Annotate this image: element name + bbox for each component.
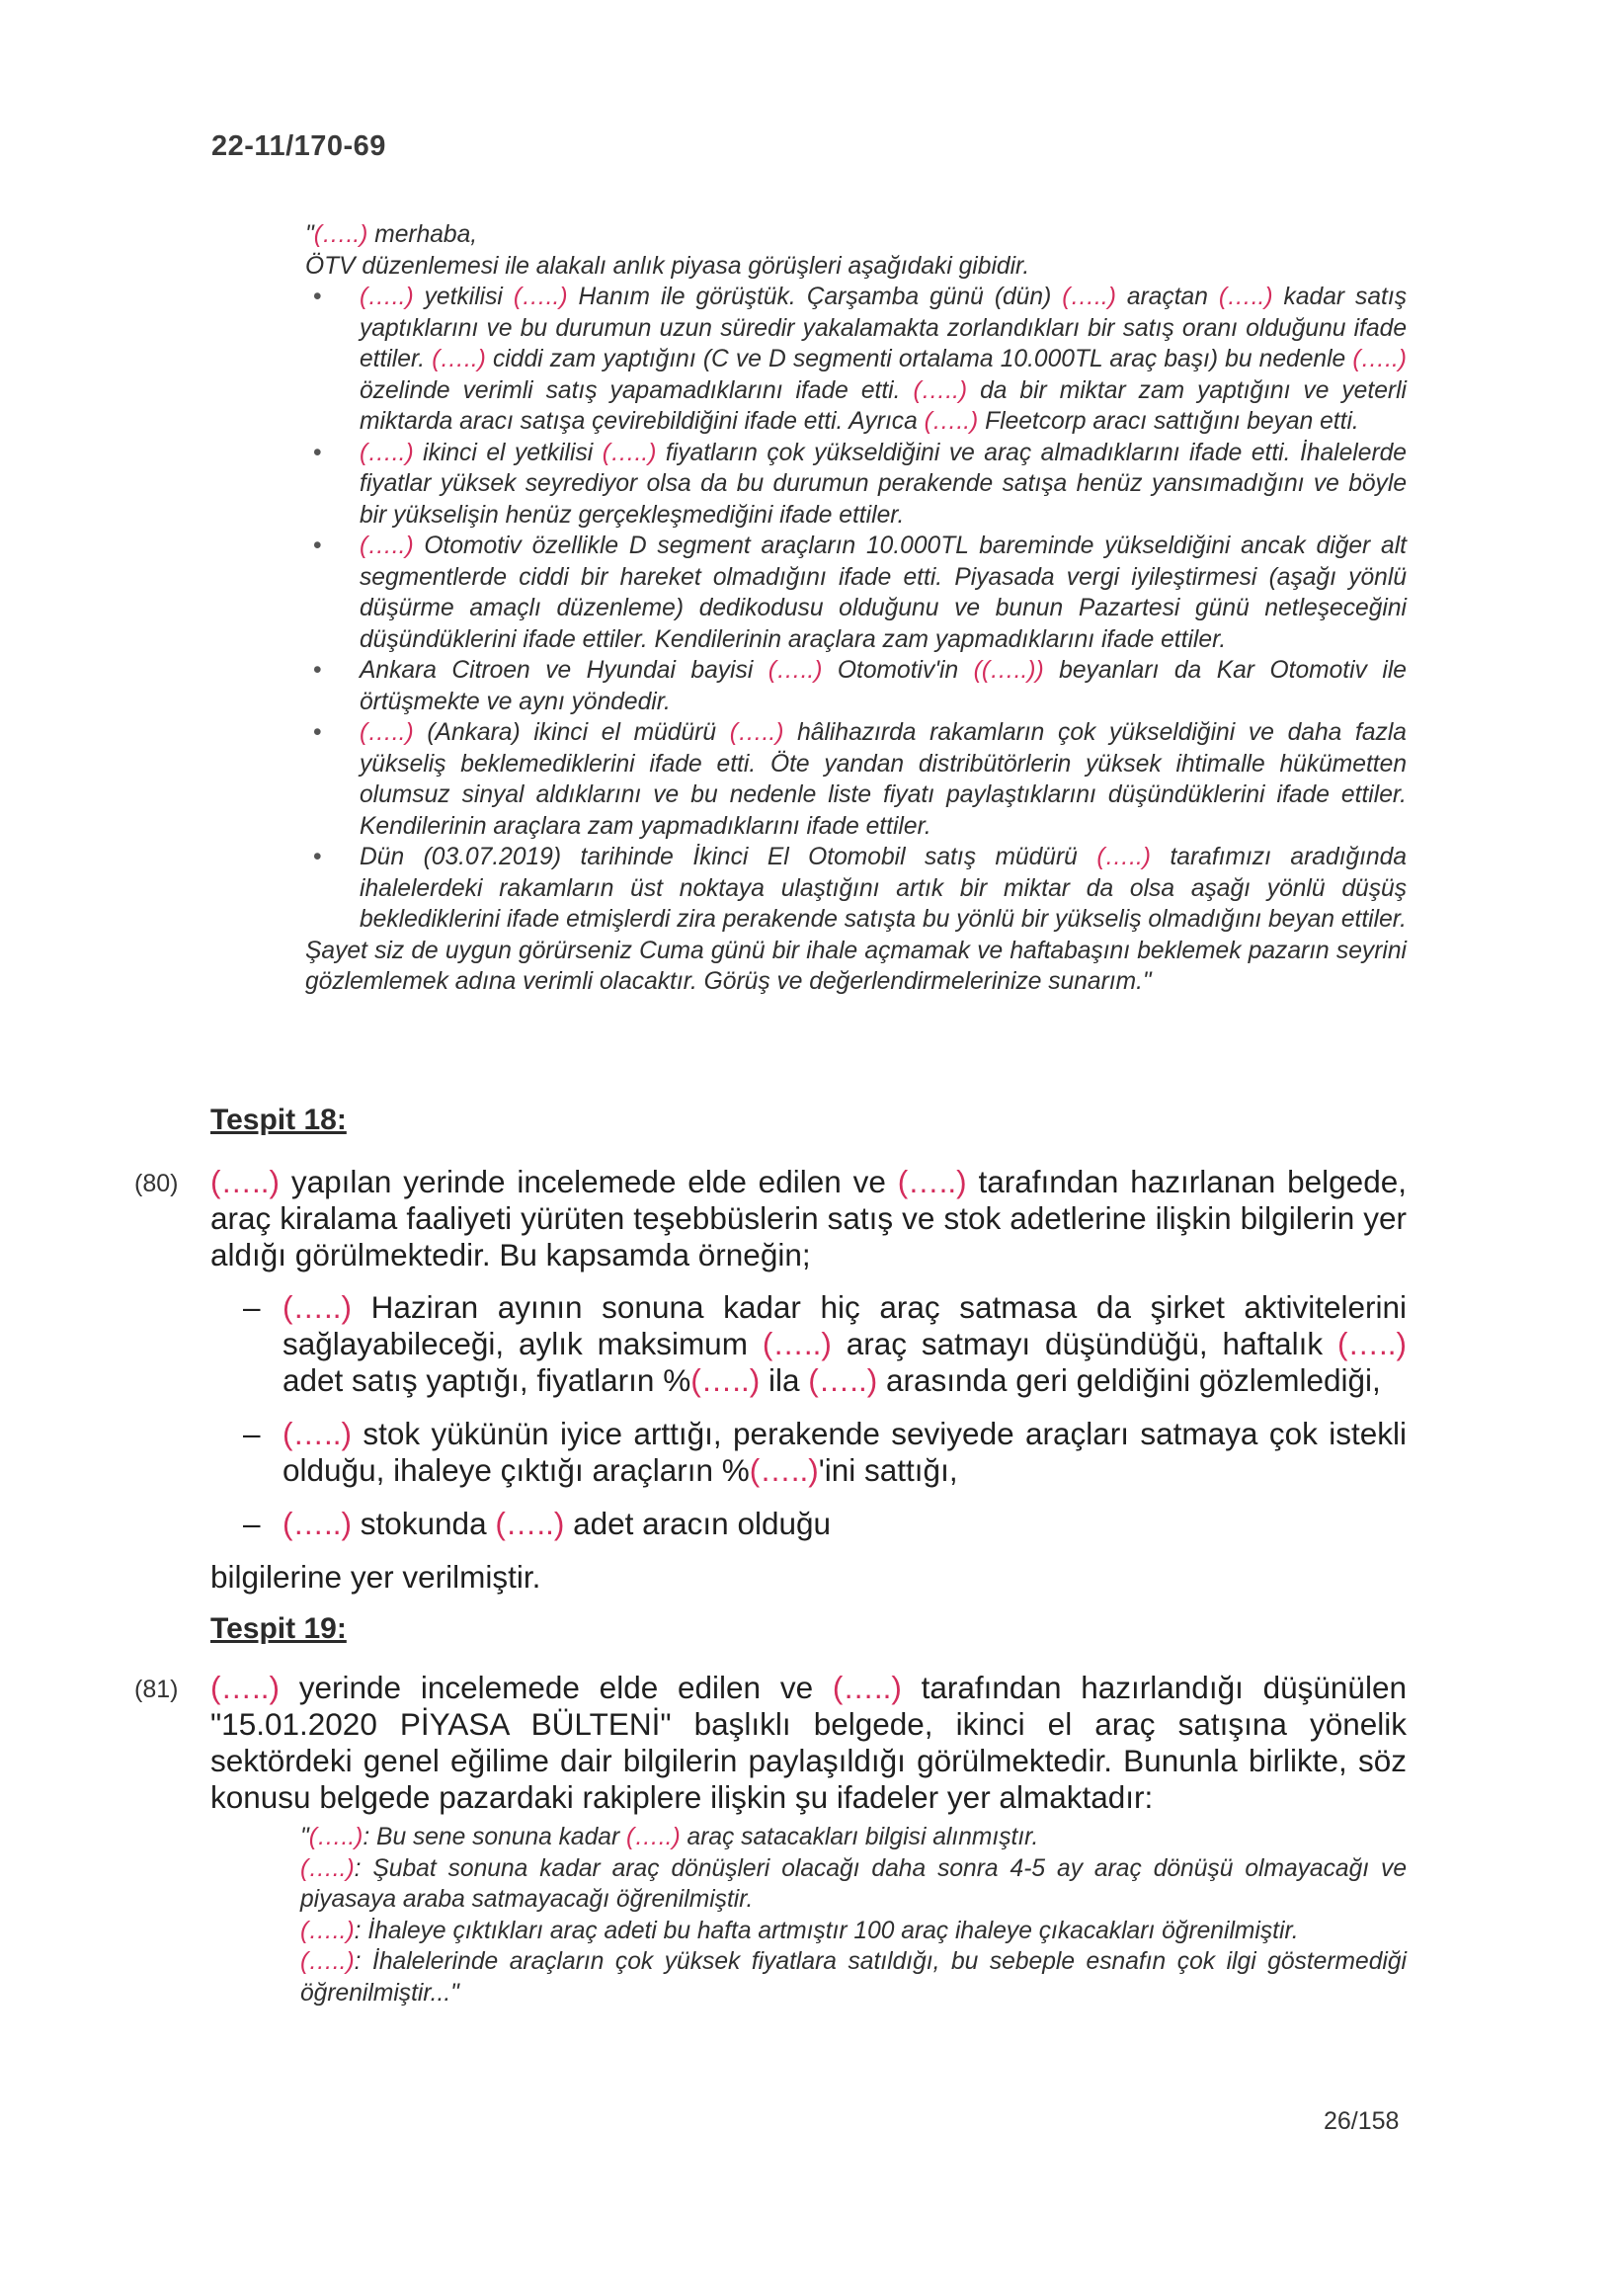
text-run: : İhaleye çıktıkları araç adeti bu hafta artmıştır 100 araç ihaleye çıkacakları öğrenilmiştir. (354, 1917, 1299, 1944)
list-item (305, 438, 1407, 532)
dash-item-text (283, 1416, 1407, 1489)
dash-item-text (283, 1506, 1407, 1542)
redacted-marker: (…..) (210, 1670, 280, 1705)
text-run: tarafından hazırlanan belgede, araç kiralama faaliyeti yürüten teşebbüslerin satış ve stok adetlerine ilişkin bilgilerin yer aldığı görülmektedir. Bu kapsamda örneğin; (210, 1164, 1407, 1272)
section-heading-tespit-18: Tespit 18: (210, 1104, 347, 1136)
text-run: araçtan (1115, 284, 1219, 310)
redacted-marker: (…..) (308, 1824, 364, 1850)
redacted-marker: (…..) (210, 1164, 280, 1199)
paragraph-number-80: (80) (134, 1170, 179, 1197)
redacted-marker: (…..) (360, 719, 414, 746)
text-run: beyanları da Kar Otomotiv ile örtüşmekte ve aynı yöndedir. (360, 657, 1407, 715)
text-run: stok yükünün iyice arttığı, perakende seviyede araçları satmaya çok istekli olduğu, ihaleye çıktığı araçların % (283, 1416, 1407, 1488)
quoted-email (305, 219, 1407, 998)
text-run: yapılan yerinde incelemede elde edilen ve (279, 1164, 898, 1199)
text-run: araç satmayı düşündüğü, haftalık (831, 1326, 1338, 1361)
paragraph-number-81: (81) (134, 1676, 179, 1703)
redacted-marker: (…..) (360, 439, 414, 466)
redacted-marker: (…..) (626, 1824, 681, 1850)
redacted-marker: (…..) (1337, 1326, 1407, 1361)
text-run: kadar satış yaptıklarını ve bu durumun uzun süredir yakalamakta zorlandıkları bir satış oranı olduğunu ifade ettiler. (360, 284, 1407, 372)
redacted-marker: (…..) (360, 284, 414, 310)
redacted-marker: (…..) (495, 1506, 565, 1541)
redacted-marker: (…..) (832, 1670, 902, 1705)
quoted-bulletin (300, 1822, 1407, 2009)
redacted-marker: (…..) (1352, 346, 1407, 372)
redacted-marker: (…..) (1218, 284, 1273, 310)
text-run: Otomotiv'in (822, 657, 974, 684)
text-run: ila (760, 1362, 809, 1398)
list-item (305, 842, 1407, 936)
redacted-marker: (…..) (1062, 284, 1116, 310)
dash-marker: – (243, 1289, 261, 1325)
text-run: fiyatların çok yükseldiğini ve araç almadıklarını ifade etti. İhalelerde fiyatlar yüksek seyrediyor olsa da bu durumun perakende satışa henüz yansımadığını ve böyle bir yükselişin henüz gerçekleşmediğini ifade ettiler. (360, 439, 1407, 529)
quote-opening (305, 219, 1407, 251)
bulletin-line (300, 1946, 1407, 2009)
text-run: tarafımızı aradığında ihalelerdeki rakamların üst noktaya ulaştığını artık bir miktar da olsa aşağı yönlü düşüş beklediklerini ifade etmişlerdi zira perakende satışta bu yönlü bir yükseliş olmadığını beyan ettiler. (360, 844, 1408, 933)
text-run: araç satacakları bilgisi alınmıştır. (680, 1824, 1039, 1850)
redacted-marker: (…..) (300, 1917, 355, 1944)
section-heading-tespit-19: Tespit 19: (210, 1612, 347, 1645)
redacted-marker: ((…..)) (973, 657, 1044, 684)
quote-closing: Şayet siz de uygun görürseniz Cuma günü bir ihale açmamak ve haftabaşını beklemek pazarın seyrini gözlemlemek adına verimli olacaktır. Görüş ve değerlendirmelerinize sunarım." (305, 937, 1407, 995)
list-item (305, 282, 1407, 438)
redacted-marker: (…..) (1096, 844, 1151, 870)
text-run: : Bu sene sonuna kadar (363, 1824, 626, 1850)
paragraph-80-closing: bilgilerine yer verilmiştir. (210, 1559, 541, 1595)
redacted-marker: (…..) (313, 221, 368, 248)
dash-item (243, 1289, 1407, 1399)
text-run: merhaba, (367, 221, 478, 248)
quote-bullet-list (305, 282, 1407, 936)
text-run: yerinde incelemede elde edilen ve (279, 1670, 833, 1705)
redacted-marker: (…..) (768, 657, 823, 684)
text-run: : İhalelerinde araçların çok yüksek fiyatlara satıldığı, bu sebeple esnafın çok ilgi göstermediği öğrenilmiştir..." (300, 1948, 1407, 2007)
text-run: " (305, 221, 314, 248)
redacted-marker: (…..) (283, 1416, 352, 1451)
list-item (305, 717, 1407, 842)
redacted-marker: (…..) (300, 1948, 355, 1975)
dash-item-text (283, 1289, 1407, 1399)
redacted-marker: (…..) (432, 346, 486, 372)
redacted-marker: (…..) (897, 1164, 967, 1199)
page-number: 26/158 (1324, 2107, 1400, 2135)
text-run: adet satış yaptığı, fiyatların % (283, 1362, 691, 1398)
text-run: Fleetcorp aracı sattığını beyan etti. (978, 408, 1359, 435)
redacted-marker: (…..) (749, 1452, 819, 1488)
redacted-marker: (…..) (513, 284, 568, 310)
dash-marker: – (243, 1416, 261, 1451)
text-run: " (300, 1824, 309, 1850)
redacted-marker: (…..) (762, 1326, 832, 1361)
bulletin-line (300, 1916, 1407, 1947)
text-run: Dün (03.07.2019) tarihinde İkinci El Otomobil satış müdürü (360, 844, 1097, 870)
quote-intro: ÖTV düzenlemesi ile alakalı anlık piyasa görüşleri aşağıdaki gibidir. (305, 252, 1030, 280)
text-run: (Ankara) ikinci el müdürü (413, 719, 730, 746)
redacted-marker: (…..) (360, 533, 414, 559)
text-run: tarafından hazırlandığı düşünülen "15.01.2020 PİYASA BÜLTENİ" başlıklı belgede, ikinci el araç satışına yönelik sektördeki genel eğilime dair bilgilerin paylaşıldığı görülmektedir. Bununla birlikte, söz konusu belgede pazardaki rakiplere ilişkin şu ifadeler yer almaktadır: (210, 1670, 1407, 1815)
text-run: özelinde verimli satış yapamadıklarını ifade etti. (360, 376, 914, 404)
bulletin-line (300, 1822, 1407, 1853)
paragraph-81 (210, 1670, 1407, 1816)
bulletin-line (300, 1853, 1407, 1916)
text-run: da bir miktar zam yaptığını ve yeterli miktarda aracı satışa çevirebildiğini ifade etti. Ayrıca (360, 376, 1407, 435)
list-item (305, 655, 1407, 717)
text-run: yetkilisi (413, 284, 514, 310)
text-run: Otomotiv özellikle D segment araçların 10.000TL bareminde yükseldiğini ancak diğer alt segmentlerde ciddi bir hareket olmadığını ifade etti. Piyasada vergi iyileştirmesi (aşağı yönlü düşürme amaçlı düzenleme) dedikodusu olduğunu ve bunun Pazartesi günü netleşeceğini düşündüklerini ifade ettiler. Kendilerinin araçlara zam yapmadıklarını ifade ettiler. (360, 533, 1407, 653)
paragraph-80 (210, 1164, 1407, 1273)
text-run: hâlihazırda rakamların çok yükseldiğini ve daha fazla yükseliş beklemediklerini ifade etti. Öte yandan distribütörlerin yüksek ihtimalle hükümetten olumsuz sinyal aldıklarını ve bu nedenle liste fiyatı paylaştıklarını düşündüklerini ifade ettiler. Kendilerinin araçlara zam yapmadıklarını ifade ettiler. (360, 719, 1407, 840)
list-item (305, 531, 1407, 655)
redacted-marker: (…..) (300, 1854, 355, 1882)
redacted-marker: (…..) (808, 1362, 878, 1398)
dash-marker: – (243, 1506, 261, 1541)
redacted-marker: (…..) (602, 439, 657, 466)
redacted-marker: (…..) (690, 1362, 761, 1398)
redacted-marker: (…..) (283, 1506, 352, 1541)
text-run: stokunda (351, 1506, 496, 1541)
redacted-marker: (…..) (283, 1289, 352, 1325)
text-run: Haziran ayının sonuna kadar hiç araç satmasa da şirket aktivitelerini sağlayabileceği, aylık maksimum (283, 1289, 1407, 1361)
text-run: arasında geri geldiğini gözlemlediği, (877, 1362, 1381, 1398)
redacted-marker: (…..) (913, 376, 968, 404)
text-run: ciddi zam yaptığını (C ve D segmenti ortalama 10.000TL araç başı) bu nedenle (485, 346, 1353, 372)
text-run: 'ini sattığı, (818, 1452, 958, 1488)
text-run: ikinci el yetkilisi (413, 439, 603, 466)
document-number: 22-11/170-69 (211, 130, 386, 162)
redacted-marker: (…..) (729, 719, 784, 746)
dash-item (243, 1416, 1407, 1489)
redacted-marker: (…..) (924, 408, 979, 435)
text-run: adet aracın olduğu (564, 1506, 832, 1541)
text-run: : Şubat sonuna kadar araç dönüşleri olacağı daha sonra 4-5 ay araç dönüşü olmayacağı ve piyasaya araba satmayacağı öğrenilmiştir. (300, 1854, 1407, 1913)
dash-item (243, 1506, 1407, 1542)
text-run: Hanım ile görüştük. Çarşamba günü (dün) (567, 284, 1063, 310)
text-run: Ankara Citroen ve Hyundai bayisi (360, 657, 768, 684)
